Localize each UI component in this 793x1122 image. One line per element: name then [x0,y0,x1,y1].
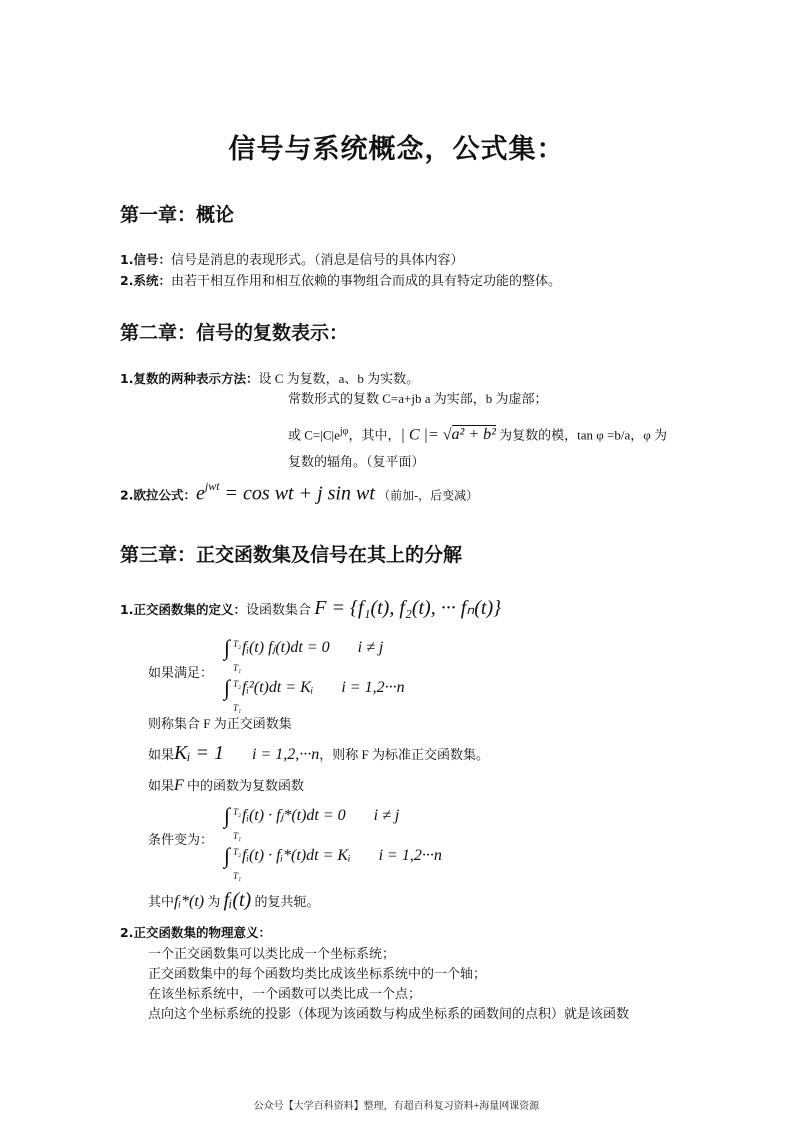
euler-note: （前加-，后变减） [378,488,479,503]
complex-function-text: 如果F 中的函数为复数函数 [148,777,305,794]
item-text: 由若干相互作用和相互依赖的事物组合而成的具有特定功能的整体。 [170,273,561,288]
sqrt-radicand: a² + b² [451,426,496,444]
normalized-condition: 如果Kᵢ = 1 i = 1,2,···n，则称 F 为标准正交函数集。 [148,742,489,764]
item-text: 信号是消息的表现形式。（消息是信号的具体内容） [170,252,464,267]
complex-condition-1: ∫ T₂ T₁ fᵢ(t) · fⱼ*(t)dt = 0 i ≠ j [224,803,400,842]
function-set-formula: F = {f₁(t), f₂(t), ··· fₙ(t)} [314,597,502,619]
meaning-line: 点向这个坐标系统的投影（体现为该函数与构成坐标系的函数间的点积）就是该函数 [148,1006,630,1021]
ch2-item1-line4: 复数的辐角。（复平面） [288,454,425,469]
item-number: 1. [120,252,134,267]
modulus-formula: | C |= [400,426,443,444]
meaning-line: 正交函数集中的每个函数均类比成该坐标系统中的一个轴； [148,966,487,981]
ch2-item1-line2: 常数形式的复数 C=a+jb a 为实部，b 为虚部； [288,391,548,406]
item-text: 设 C 为复数，a、b 为实数。 [258,371,420,386]
ch2-item2-euler [120,479,479,505]
condition-becomes-label: 条件变为： [148,832,214,847]
euler-exponent: jwt [204,479,220,493]
item-label: 系统： [133,273,171,288]
integral-icon: ∫ T₂ T₁ [224,843,242,882]
meaning-line: 一个正交函数集可以类比成一个坐标系统； [148,946,396,961]
modulus-text: 为复数的模，tan φ =b/a，φ 为 [495,427,668,443]
ch1-item-signal [120,252,463,268]
text-where: ，其中， [348,427,401,443]
item-label: 正交函数集的物理意义： [133,925,271,940]
item-text: 设函数集合 [245,602,311,617]
page-footer: 公众号【大学百科资料】整理，有超百科复习资料+海量网课资源 [253,1101,540,1112]
document-title: 信号与系统概念，公式集： [228,134,565,165]
if-satisfy-label: 如果满足： [148,665,214,680]
item-number: 2. [120,925,134,940]
ch1-item-system [120,273,561,289]
chapter-2-heading: 第二章：信号的复数表示： [120,322,349,344]
integral-icon: ∫ T₂ T₁ [224,675,242,714]
euler-rhs: = cos wt + j sin wt [219,482,375,505]
complex-condition-2: ∫ T₂ T₁ fᵢ(t) · fᵢ*(t)dt = Kᵢ i = 1,2···n [224,843,442,882]
item-label: 欧拉公式： [133,487,196,503]
ch2-item1-line3 [288,424,667,443]
orthogonality-condition-2: ∫ T₂ T₁ fᵢ²(t)dt = Kᵢ i = 1,2···n [224,675,405,714]
item-number: 1. [120,602,134,617]
ch3-item1-definition [120,597,502,619]
chapter-1-heading: 第一章：概论 [120,204,235,226]
conjugate-note: 其中fᵢ*(t) 为 fᵢ(t) 的复共轭。 [148,889,320,911]
item-number: 2. [120,487,134,503]
integral-icon: ∫ T₂ T₁ [224,635,242,674]
integral-icon: ∫ T₂ T₁ [224,803,242,842]
item-label: 复数的两种表示方法： [133,371,259,386]
chapter-3-heading: 第三章：正交函数集及信号在其上的分解 [120,544,463,566]
then-orthogonal-text: 则称集合 F 为正交函数集 [148,716,292,731]
orthogonality-condition-1: ∫ T₂ T₁ fᵢ(t) fⱼ(t)dt = 0 i ≠ j [224,635,384,674]
item-label: 信号： [133,252,171,267]
sqrt-icon: √ [442,426,452,444]
exp-form-superscript: jφ [339,426,349,437]
item-label: 正交函数集的定义： [133,602,246,617]
item-number: 1. [120,371,134,386]
meaning-line: 在该坐标系统中，一个函数可以类比成一个点； [148,986,422,1001]
exp-form-text: 或 C=|C|e [288,427,340,443]
item-number: 2. [120,273,134,288]
ch2-item1-line1 [120,371,419,387]
euler-base: e [195,482,205,505]
ch3-item2-physical-meaning [120,925,271,941]
